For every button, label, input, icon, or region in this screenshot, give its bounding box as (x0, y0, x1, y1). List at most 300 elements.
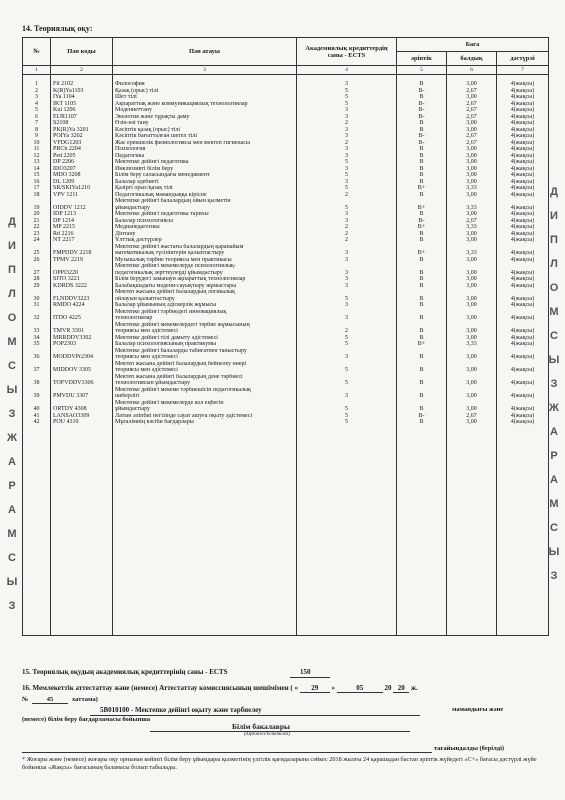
course-code: NT 2217 (53, 237, 75, 243)
protocol-number-label: № (22, 696, 29, 703)
course-ects: 5 (345, 172, 348, 178)
course-code: IDP 1213 (53, 211, 76, 217)
course-n: 35 (33, 341, 40, 347)
course-l: B (419, 406, 424, 412)
course-p: 3,00 (466, 406, 477, 412)
side-watermark-left (1, 210, 23, 618)
course-code: Rd 2216 (53, 230, 74, 237)
course-name: Мұғалімнің кәсіби бағдарлары (115, 419, 194, 425)
course-t: 4(жақсы) (510, 185, 535, 191)
watermark-letter: О (7, 312, 17, 324)
course-p: 3,00 (466, 81, 477, 87)
course-code: PRCh 2204 (53, 146, 81, 152)
num-column (23, 75, 51, 636)
section-15-label: 15. Теориялық оқудың академиялық кредиттерінің саны - ECTS (22, 668, 228, 676)
course-t: 4(жақсы) (510, 178, 535, 185)
protocol-suffix: хаттама) (72, 696, 98, 703)
course-name: Мектепке дейінгі тілі дамыту әдістемесі (115, 334, 218, 341)
course-p: 3,00 (466, 94, 477, 100)
colnum: 7 (497, 66, 549, 75)
course-l: B (419, 295, 424, 302)
course-name: Мектепке дейінгі балаларды табиғатпен таныстыру (115, 347, 247, 354)
watermark-letter: З (8, 600, 16, 612)
course-l: B (419, 334, 424, 341)
course-p: 3,00 (466, 367, 477, 373)
course-name: Дінтану (115, 230, 136, 237)
course-l: B (419, 367, 424, 373)
course-code: IDO3207 (53, 165, 76, 172)
course-l: B- (418, 133, 425, 139)
course-p: 3,00 (466, 152, 477, 159)
course-name: теориясы мен әдістемесі (115, 367, 178, 373)
course-name: шеберлігі (115, 393, 140, 399)
course-l: B- (418, 100, 425, 107)
course-name: технологиялар (115, 315, 153, 321)
course-p: 3,00 (466, 269, 477, 276)
course-code: MIDDOV 3305 (53, 367, 92, 373)
course-code: MODDVPr2304 (53, 354, 94, 360)
course-t: 4(жақсы) (510, 100, 535, 107)
course-name: Мектепке дейінгі мекемелердегі тәрбие жұмысының (115, 321, 250, 328)
course-p: 3,33 (466, 341, 477, 347)
watermark-letter: С (550, 522, 558, 534)
course-name: Шет тілі (115, 94, 137, 100)
course-ects: 3 (345, 282, 348, 289)
course-l: B- (418, 217, 425, 224)
course-code: RMDO 4224 (53, 302, 85, 308)
course-l: B (419, 211, 424, 217)
course-code: Fil 2102 (53, 81, 74, 87)
course-n: 4 (35, 100, 38, 107)
course-name: Мектеп жасына дейінгі балалардың бейнелеу өнері (115, 360, 247, 367)
decision-day: 29 (300, 684, 330, 693)
header-code: Пән коды (51, 38, 113, 66)
course-p: 3,00 (466, 237, 477, 243)
watermark-letter: М (549, 498, 559, 510)
course-t: 4(жақсы) (510, 269, 535, 276)
course-name: Балалар психологиясы (115, 217, 173, 224)
watermark-letter: С (550, 330, 558, 342)
course-n: 8 (35, 126, 38, 133)
course-name: Мектепке дейінгі мекемелерде психологиялық- (115, 263, 236, 269)
decision-year-prefix: 20 (384, 684, 392, 692)
course-code: MP 2215 (53, 224, 75, 230)
course-t: 4(жақсы) (510, 159, 535, 165)
course-l: B (419, 315, 424, 321)
course-l: B- (418, 87, 425, 94)
course-p: 3,00 (466, 191, 477, 198)
watermark-letter: Л (8, 288, 16, 300)
course-n: 28 (33, 276, 40, 282)
course-p: 3,00 (466, 126, 477, 133)
course-name: технологиясын ұйымдастыру (115, 380, 191, 386)
course-name: Педагогикалық мамандыққа кіріспе (115, 191, 207, 198)
course-l: B (419, 354, 424, 360)
course-l: B (419, 269, 424, 276)
colnum: 3 (113, 66, 297, 75)
course-t: 4(жақсы) (510, 113, 535, 120)
colnum: 4 (297, 66, 397, 75)
course-ects: 5 (345, 334, 348, 341)
course-name: ойлауын қалыптастыру (115, 295, 175, 302)
course-code: Ped 2205 (53, 152, 76, 159)
program-prefix: (немесе) білім беру бағдарламасы бойынша (22, 716, 151, 723)
course-l: B (419, 146, 424, 152)
course-n: 26 (33, 256, 40, 263)
course-t: 4(жақсы) (510, 328, 535, 334)
course-l: B+ (417, 204, 426, 211)
course-name: ұйымдастыру (115, 406, 150, 412)
course-n: 5 (35, 107, 38, 113)
course-code: SITO 3221 (53, 276, 80, 282)
course-code: OPPI3220 (53, 269, 79, 276)
course-code: MDO 3208 (53, 172, 81, 178)
section-16-label (22, 684, 418, 693)
course-code: TMVR 3301 (53, 328, 84, 334)
points-column (447, 75, 497, 636)
watermark-letter: С (8, 552, 16, 564)
degree-name: Білім бакалавры (232, 722, 290, 731)
course-l: B- (418, 139, 425, 146)
course-name: педагогикалық зерттеулерді ұйымдастыру (115, 269, 223, 276)
footnote: * Жоғары және (немесе) жоғары оқу орнынан кейінгі білім беру ұйымдары қызметінің үлгілік қағидаларына сәйкес 2018 жылғы 24 қарашадан бастап әріптік жүйедегі «С+» бағасы дәстүрлі жүйе бойынша «Жақсы» бағасының баламасы болып табылады. (22, 756, 537, 771)
course-n: 36 (33, 354, 40, 360)
course-name: Ақпараттық және коммуникациялық технологиялар (115, 100, 248, 107)
course-n: 19 (33, 204, 40, 211)
course-ects: 2 (345, 237, 348, 243)
course-t: 4(жақсы) (510, 276, 535, 282)
course-n: 37 (33, 367, 40, 373)
course-n: 14 (33, 165, 40, 172)
watermark-letter: Д (550, 186, 558, 198)
course-l: B (419, 230, 424, 237)
course-ects: 3 (345, 126, 348, 133)
traditional-column (497, 75, 549, 636)
course-t: 4(жақсы) (510, 302, 535, 308)
course-t: 4(жақсы) (510, 282, 535, 289)
course-t: 4(жақсы) (510, 256, 535, 263)
course-p: 2,67 (466, 100, 477, 107)
course-ects: 3 (345, 276, 348, 282)
course-ects: 3 (345, 165, 348, 172)
course-n: 31 (33, 302, 40, 308)
course-n: 33 (33, 328, 40, 334)
course-l: B (419, 172, 424, 178)
course-n: 16 (33, 178, 40, 185)
course-p: 3,00 (466, 302, 477, 308)
course-l: B (419, 126, 424, 133)
course-n: 1 (35, 81, 38, 87)
course-n: 11 (33, 146, 40, 152)
watermark-letter: Ж (549, 402, 559, 414)
course-name: Кәсіптік қазақ (орыс) тілі (115, 126, 181, 133)
course-t: 4(жақсы) (510, 354, 535, 360)
course-ects: 3 (345, 133, 348, 139)
course-ects: 2 (345, 139, 348, 146)
course-ects: 3 (345, 81, 348, 87)
decision-month: 05 (337, 684, 383, 693)
course-n: 40 (33, 406, 40, 412)
course-l: B (419, 276, 424, 282)
watermark-letter: А (550, 426, 558, 438)
course-ects: 5 (345, 100, 348, 107)
course-ects: 3 (345, 217, 348, 224)
course-code: ORTDY 4308 (53, 406, 87, 412)
course-n: 39 (33, 393, 40, 399)
course-code: KDRDS 3222 (53, 282, 87, 289)
course-name: Кәсіптік бағытталған шетел тілі (115, 133, 197, 139)
watermark-letter: Д (8, 216, 16, 228)
course-name: Мектепке дейінгі жастағы балалардың қарапайым (115, 243, 244, 250)
name-column (113, 75, 297, 636)
course-l: B (419, 237, 424, 243)
course-ects: 5 (345, 87, 348, 94)
course-name: Медиапедагогика (115, 224, 160, 230)
colnum: 6 (447, 66, 497, 75)
course-ects: 3 (345, 256, 348, 263)
course-ects: 3 (345, 146, 348, 152)
decision-close-quote: » (331, 684, 335, 692)
watermark-letter: З (550, 570, 558, 582)
course-ects: 5 (345, 341, 348, 347)
course-n: 29 (33, 282, 40, 289)
course-t: 4(жақсы) (510, 146, 535, 152)
course-name: Музыкалық тәрбие теориясы мен практикасы (115, 256, 232, 263)
course-code: FMPDDV 2218 (53, 250, 92, 256)
course-p: 3,00 (466, 146, 477, 152)
course-name: Мектепке дейінгі мекеме тәрбиешісін педагогикалық (115, 386, 251, 393)
course-t: 4(жақсы) (510, 94, 535, 100)
course-t: 4(жақсы) (510, 126, 535, 133)
total-credits: 150 (300, 668, 311, 676)
course-code: SR/SKIYa1210 (53, 185, 91, 191)
course-ects: 5 (345, 406, 348, 412)
course-code: LANSAO3309 (53, 412, 90, 419)
course-n: 27 (33, 269, 40, 276)
watermark-letter: М (7, 528, 17, 540)
colnum: 5 (397, 66, 447, 75)
header-grade: Баға (397, 38, 549, 52)
course-name: Экология және тұрақты даму (115, 113, 190, 120)
course-p: 3,00 (466, 256, 477, 263)
colnum: 2 (51, 66, 113, 75)
course-name: Мектепке дейінгі тәрбиедегі инновациялық (115, 308, 227, 315)
course-n: 15 (33, 172, 40, 178)
course-l: B (419, 328, 424, 334)
grades-body-row (23, 75, 549, 636)
course-p: 3,00 (466, 328, 477, 334)
colnum: 1 (23, 66, 51, 75)
course-code: EUR1107 (53, 113, 77, 120)
course-t: 4(жақсы) (510, 165, 535, 172)
awarded-label: тағайындалды (берілді) (434, 745, 505, 752)
course-ects: 2 (345, 120, 348, 126)
watermark-letter: Л (550, 258, 558, 270)
course-ects: 5 (345, 412, 348, 419)
watermark-letter: О (549, 282, 559, 294)
course-name: Мектеп жасына дейінгі балалардың дене тәрбиесі (115, 373, 243, 380)
course-p: 3,00 (466, 282, 477, 289)
course-name: Мектепке дейінгі педагогика (115, 159, 189, 165)
course-n: 30 (33, 295, 40, 302)
course-l: B- (418, 107, 425, 113)
course-p: 3,00 (466, 380, 477, 386)
course-p: 3,00 (466, 334, 477, 341)
course-p: 3,33 (466, 250, 477, 256)
course-t: 4(жақсы) (510, 393, 535, 399)
course-code: Kul 1206 (53, 107, 76, 113)
course-p: 3,00 (466, 315, 477, 321)
course-p: 3,00 (466, 172, 477, 178)
course-name: Ұлттық дәстүрлер (115, 237, 162, 243)
course-t: 4(жақсы) (510, 341, 535, 347)
course-ects: 3 (345, 315, 348, 321)
course-ects: 2 (345, 230, 348, 237)
course-name: Мәдениеттану (115, 107, 152, 113)
watermark-letter: С (8, 360, 16, 372)
course-t: 4(жақсы) (510, 250, 535, 256)
course-code: VPV 1211 (53, 191, 79, 198)
watermark-letter: Ы (6, 576, 18, 588)
course-name: ұйымдастыру (115, 204, 150, 211)
course-l: B (419, 191, 424, 198)
course-name: Балалар ұйымының әдіскерлік жұмысы (115, 302, 217, 308)
section-16-text: 16. Мемлекеттік аттестаттау және (немесе) Аттестаттау комиссиясының шешімімен ( « (22, 684, 298, 692)
course-p: 3,00 (466, 178, 477, 185)
course-p: 2,67 (466, 412, 477, 419)
course-n: 41 (33, 412, 40, 419)
course-n: 42 (33, 419, 40, 425)
course-code: S2108 (53, 120, 69, 126)
course-p: 3,00 (466, 419, 477, 425)
course-code: IKT 1105 (53, 100, 77, 107)
watermark-letter: И (550, 210, 558, 222)
course-p: 3,00 (466, 354, 477, 360)
course-t: 4(жақсы) (510, 211, 535, 217)
course-code: OIDDV 1212 (53, 204, 86, 211)
course-code: TPMV 2219 (53, 256, 84, 263)
course-l: B (419, 419, 424, 425)
grades-table (22, 37, 549, 636)
protocol-number: 45 (32, 696, 68, 704)
course-code: POIYa 3202 (53, 133, 83, 139)
course-code: PK(R)Ya 3201 (53, 126, 89, 133)
course-t: 4(жақсы) (510, 87, 535, 94)
course-p: 3,00 (466, 211, 477, 217)
course-t: 4(жақсы) (510, 172, 535, 178)
course-t: 4(жақсы) (510, 120, 535, 126)
course-t: 4(жақсы) (510, 237, 535, 243)
course-p: 3,33 (466, 204, 477, 211)
course-t: 4(жақсы) (510, 204, 535, 211)
course-l: B+ (417, 224, 426, 230)
course-p: 2,67 (466, 217, 477, 224)
course-name: Білім беру саласындағы менеджмент (115, 172, 210, 178)
course-n: 34 (33, 334, 40, 341)
watermark-letter: П (8, 264, 16, 276)
course-ects: 3 (345, 178, 348, 185)
course-code: DP 1214 (53, 217, 74, 224)
watermark-letter: Ж (7, 432, 17, 444)
course-t: 4(жақсы) (510, 139, 535, 146)
course-code: FLNDDV3223 (53, 295, 90, 302)
course-p: 3,00 (466, 276, 477, 282)
course-ects: 3 (345, 269, 348, 276)
watermark-letter: Р (8, 480, 16, 492)
course-n: 18 (33, 191, 40, 198)
course-n: 3 (35, 94, 38, 100)
course-l: B (419, 120, 424, 126)
course-name: математикалық түсініктерін қалыптастыру (115, 250, 225, 256)
course-ects: 5 (345, 367, 348, 373)
course-p: 3,00 (466, 230, 477, 237)
course-n: 23 (33, 230, 40, 237)
course-ects: 3 (345, 107, 348, 113)
course-n: 38 (33, 380, 40, 386)
course-p: 3,00 (466, 120, 477, 126)
watermark-letter: И (8, 240, 16, 252)
course-n: 12 (33, 152, 40, 159)
course-p: 2,67 (466, 87, 477, 94)
course-l: B (419, 94, 424, 100)
course-code: TOFVDDV3306 (53, 380, 94, 386)
course-code: POP2303 (53, 341, 77, 347)
section-14-title: 14. Теориялық оқу: (22, 24, 93, 33)
specialty-name: 5В010100 - Мектепке дейінгі оқыту және тәрбиелеу (100, 706, 262, 714)
course-p: 2,67 (466, 107, 477, 113)
course-l: B+ (417, 341, 426, 347)
course-p: 3,00 (466, 159, 477, 165)
course-name: Мектеп жасына дейінгі балалардың логикалық (115, 289, 236, 295)
course-t: 4(жақсы) (510, 406, 535, 412)
course-p: 3,33 (466, 185, 477, 191)
decision-year: 20 (393, 684, 409, 693)
course-t: 4(жақсы) (510, 217, 535, 224)
course-n: 32 (33, 315, 40, 321)
course-name: Қазақ (орыс) тілі (115, 87, 159, 94)
column-numbers-row (23, 66, 549, 75)
watermark-letter: З (8, 408, 16, 420)
course-n: 2 (35, 87, 38, 94)
course-l: B+ (417, 250, 426, 256)
course-name: Өзін-өзі тану (115, 120, 149, 126)
course-t: 4(жақсы) (510, 315, 535, 321)
course-code: K(R)Ya1103 (53, 87, 84, 94)
course-name: теориясы мен әдістемесі (115, 354, 178, 360)
course-ects: 5 (345, 204, 348, 211)
course-code: IYa 1104 (53, 94, 75, 100)
course-ects: 2 (345, 191, 348, 198)
course-name: Қазіргі орыс/қазақ тілі (115, 185, 173, 191)
course-name: Педагогика (115, 152, 145, 159)
course-l: B (419, 256, 424, 263)
course-t: 4(жақсы) (510, 133, 535, 139)
course-name: Психология (115, 146, 146, 152)
course-ects: 3 (345, 393, 348, 399)
course-name: Жас ерекшелік физиологиясы мен мектеп гигиенасы (115, 139, 250, 146)
side-watermark-right (543, 180, 565, 588)
watermark-letter: Ы (6, 384, 18, 396)
watermark-letter: Ы (548, 354, 560, 366)
watermark-letter: П (550, 234, 558, 246)
course-t: 4(жақсы) (510, 230, 535, 237)
course-name: Инклюзивті білім беру (115, 165, 174, 172)
course-t: 4(жақсы) (510, 367, 535, 373)
course-ects: 5 (345, 380, 348, 386)
course-name: Мектепке дейінгі балалардың ойын қызметін (115, 198, 231, 204)
course-p: 2,67 (466, 139, 477, 146)
header-num: № (23, 38, 51, 66)
